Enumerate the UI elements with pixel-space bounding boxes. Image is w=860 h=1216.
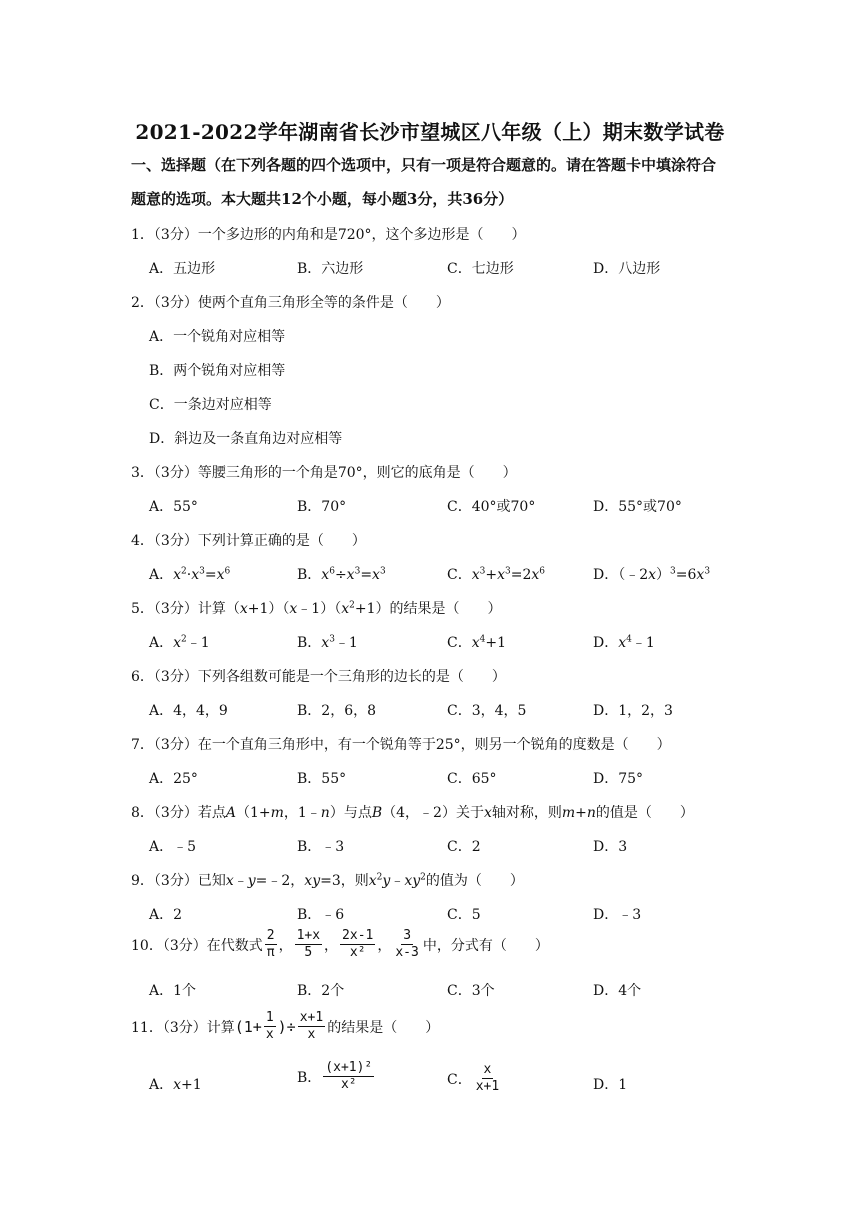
section-heading-line1: 一、选择题（在下列各题的四个选项中，只有一项是符合题意的。请在答题卡中填涂符合: [131, 156, 717, 174]
question-11: 11．（3分）计算 (1+ $\frac{1}{x}$ )÷ $\frac{x+1}{x}$ 的结果是（ ）: [131, 1010, 440, 1042]
question-9: 9．（3分）已知x﹣y=﹣2，xy=3，则$x^2y﹣xy^2$的值为（ ）: [131, 872, 524, 889]
q11-option-b: B． $\frac{\text{(x+1)²}}{\text{x²}}$: [297, 1060, 373, 1092]
q4-option-d: D．$(﹣2x)^3=6x^3$: [593, 566, 711, 583]
q7-option-c: C．65°: [447, 771, 497, 787]
q10-fraction-2: $\frac{1+x}{5}$: [296, 928, 321, 960]
q10-option-c: C．3个: [447, 983, 495, 999]
q9-option-b: B．﹣6: [297, 907, 345, 923]
question-4: 4．（3分）下列计算正确的是（ ）: [131, 533, 366, 549]
q8-option-d: D．3: [593, 839, 628, 855]
q2-option-c: C．一条边对应相等: [149, 397, 272, 413]
question-7: 7．（3分）在一个直角三角形中，有一个锐角等于25°，则另一个锐角的度数是（ ）: [131, 737, 671, 753]
q11-option-a: A．x+1: [149, 1077, 202, 1093]
q9-option-d: D．﹣3: [593, 907, 642, 923]
q1-option-c: C．七边形: [447, 261, 514, 277]
q1-option-d: D．八边形: [593, 261, 661, 277]
q2-option-d: D．斜边及一条直角边对应相等: [149, 431, 343, 447]
q1-option-b: B．六边形: [297, 261, 364, 277]
q11-option-c: C． $\frac{x}{x+1}$: [447, 1062, 500, 1094]
q4-option-b: B．$x^6\div x^3=x^3$: [297, 566, 386, 583]
q10-fraction-3: $\frac{2x-1}{\text{x²}}$: [342, 928, 374, 960]
question-2: 2．（3分）使两个直角三角形全等的条件是（ ）: [131, 295, 450, 311]
q11-fraction-1: $\frac{1}{x}$: [265, 1010, 274, 1042]
q11-fraction-2: $\frac{x+1}{x}$: [299, 1010, 324, 1042]
q2-option-b: B．两个锐角对应相等: [149, 363, 286, 379]
q6-option-c: C．3，4，5: [447, 703, 527, 719]
question-8: 8．（3分）若点A（1+m，1﹣n）与点B（4，﹣2）关于x轴对称，则m+n的值是（ ）: [131, 805, 694, 821]
question-6: 6．（3分）下列各组数可能是一个三角形的边长的是（ ）: [131, 669, 506, 685]
q3-option-c: C．40°或70°: [447, 499, 536, 515]
q3-option-a: A．55°: [149, 499, 198, 515]
q6-option-a: A．4，4，9: [149, 703, 228, 719]
q10-fraction-4: $\frac{3}{x-3}$: [395, 928, 419, 960]
q6-option-b: B．2，6，8: [297, 703, 377, 719]
q11-option-d: D．1: [593, 1077, 628, 1093]
q10-option-d: D．4个: [593, 983, 642, 999]
q5-option-c: C．$x^4+1$: [447, 634, 506, 651]
q4-option-c: C．$x^3+x^3=2x^6$: [447, 566, 546, 583]
q10-option-a: A．1个: [149, 983, 197, 999]
q5-option-a: A．$x^2﹣1$: [149, 634, 210, 651]
q10-option-b: B．2个: [297, 983, 345, 999]
q5-option-d: D．$x^4﹣1$: [593, 634, 655, 651]
question-5: 5．（3分）计算$(x+1)(x﹣1)(x^2+1)$的结果是（ ）: [131, 600, 502, 617]
section-heading-line2: 题意的选项。本大题共12个小题，每小题3分，共36分）: [131, 190, 514, 208]
question-1: 1．（3分）一个多边形的内角和是720°，这个多边形是（ ）: [131, 227, 526, 243]
q9-option-c: C．5: [447, 907, 481, 923]
q7-option-b: B．55°: [297, 771, 347, 787]
q7-option-a: A．25°: [149, 771, 198, 787]
q5-option-b: B．$x^3﹣1$: [297, 634, 358, 651]
q9-option-a: A．2: [149, 907, 183, 923]
q6-option-d: D．1，2，3: [593, 703, 673, 719]
exam-title: 2021-2022学年湖南省长沙市望城区八年级（上）期末数学试卷: [135, 120, 725, 144]
q2-option-a: A．一个锐角对应相等: [149, 329, 286, 345]
q8-option-c: C．2: [447, 839, 481, 855]
q10-fraction-1: $\frac{2}{\pi}$: [266, 928, 275, 960]
q3-option-d: D．55°或70°: [593, 499, 682, 515]
q8-option-b: B．﹣3: [297, 839, 345, 855]
q8-option-a: A．﹣5: [149, 839, 197, 855]
question-3: 3．（3分）等腰三角形的一个角是70°，则它的底角是（ ）: [131, 465, 517, 481]
q3-option-b: B．70°: [297, 499, 347, 515]
q1-option-a: A．五边形: [149, 261, 216, 277]
question-10: 10．（3分）在代数式 $\frac{2}{\pi}$ ， $\frac{1+x}{5}$ ， $\frac{2x-1}{\text{x²}}$ ， $\frac{3}{x-3}$ 中，分式有（ ）: [131, 928, 549, 960]
q4-option-a: A．$x^2\cdot x^3=x^6$: [149, 566, 231, 583]
q7-option-d: D．75°: [593, 771, 644, 787]
